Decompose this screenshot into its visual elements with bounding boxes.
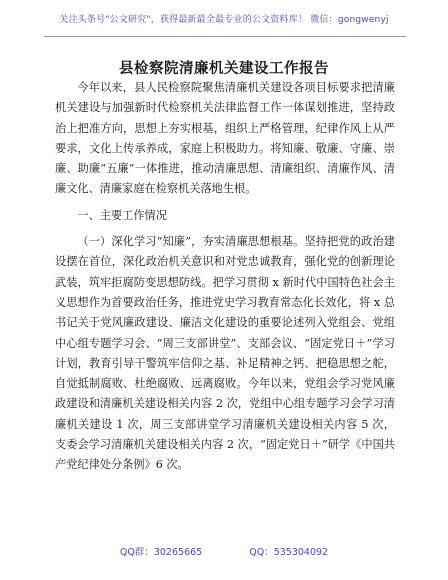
document-title: 县检察院清廉机关建设工作报告 xyxy=(119,60,329,77)
section-heading: 一、主要工作情况 xyxy=(77,208,167,222)
footer-qq: QQ：535304092 xyxy=(249,547,329,558)
footer-contact xyxy=(0,544,448,558)
intro-paragraph: 今年以来，县人民检察院聚焦清廉机关建设各项目标要求把清廉机关建设与加强新时代检察机关法律监督工作一体谋划推进，坚持政治上把准方向，思想上夯实根基，组织上严格管理，纪律作风上从严要求，文化上传承养成，家庭上积极助力。将知廉、敬廉、守廉、崇廉、助廉“五廉”一体推进，推动清廉思想、清廉组织、清廉作风、清廉文化、清廉家庭在检察机关落地生根。 xyxy=(55,81,395,196)
section-paragraph: （一）深化学习“知廉”，夯实清廉思想根基。坚持把党的政治建设摆在首位，深化政治机关意识和对党忠诚教育，强化党的创新理论武装，筑牢拒腐防变思想防线。把学习贯彻 x 新时代中国特色社会主义思想作为首要政治任务，推进党史学习教育常态化长效化，将 x 总书记关于党风廉政建设、廉洁文化建设的重要论述列入党组会、党组中心组专题学习会、“周三支部讲堂”、支部会议、“固定党日＋”学习计划，教育引导干警筑牢信仰之基、补足精神之钙、把稳思想之舵，自觉抵制腐败、杜绝腐败、远离腐败。今年以来，党组会学习党风廉政建设和清廉机关建设相关内容 2 次，党组中心组专题学习会学习清廉机关建设 1 次，周三支部讲堂学习清廉机关建设相关内容 5 次，支委会学习清廉机关建设相关内容 2 次，“固定党日＋”研学《中国共产党纪律处分条例》6 次。 xyxy=(55,235,395,472)
header-banner: 关注头条号"公文研究"，获得最新最全最专业的公文资料库！ 微信：gongwenyj xyxy=(59,15,389,25)
header-divider xyxy=(44,36,406,37)
document-body xyxy=(55,78,395,476)
footer-qq-group: QQ群：30265665 xyxy=(119,547,203,558)
